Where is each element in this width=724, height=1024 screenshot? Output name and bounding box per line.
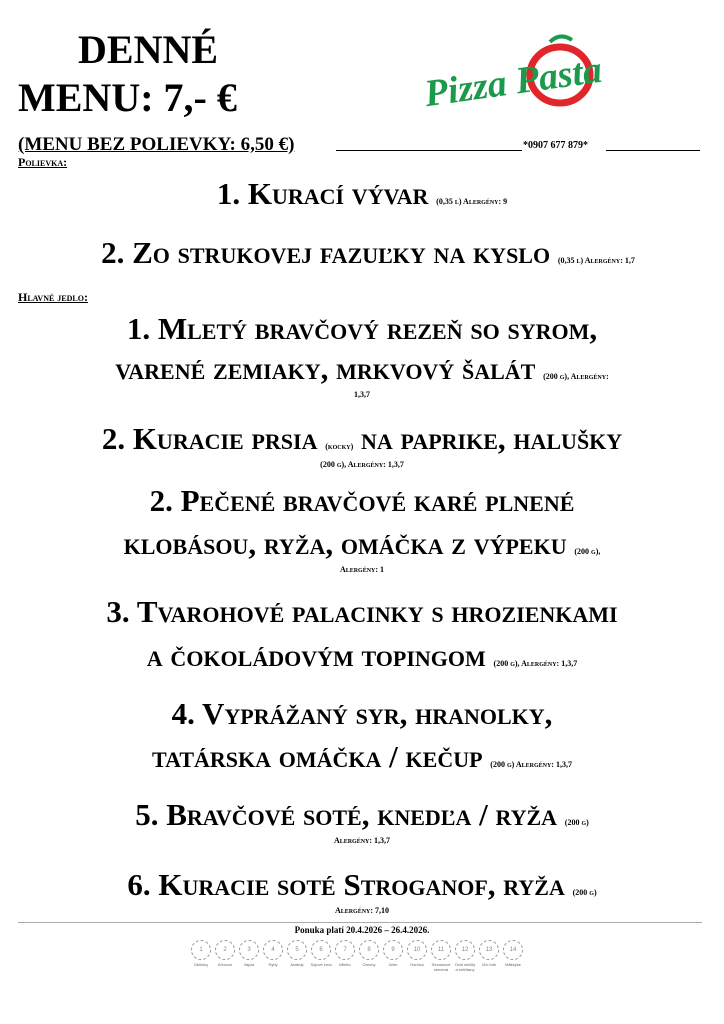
- logo-text: Pizza Pasta: [421, 48, 605, 116]
- allergen-number: 13: [479, 940, 499, 960]
- allergen-label: Sójové zrná: [310, 962, 332, 967]
- allergen-note: (200 g), Alergény: 1,3,7: [320, 460, 404, 469]
- allergen-label: Horčica: [410, 962, 424, 967]
- allergen-icon: [454, 940, 476, 972]
- soup-label: Polievka:: [18, 155, 68, 169]
- title-line1: DENNÉ: [78, 27, 219, 72]
- allergen-legend: [190, 940, 524, 972]
- main-item-line: 4. Vyprážaný syr, hranolky,: [171, 696, 553, 731]
- allergen-note: Alergény: 1: [339, 565, 385, 574]
- allergen-icon: [286, 940, 308, 972]
- validity: Ponuka platí 20.4.2026 – 26.4.2026.: [294, 925, 430, 935]
- allergen-icon: [358, 940, 380, 972]
- main-item-line: 5. Bravčové soté, knedľa / ryža (200 g): [135, 797, 589, 832]
- allergen-number: 3: [239, 940, 259, 960]
- allergen-number: 14: [503, 940, 523, 960]
- allergen-label: Sezamové semená: [431, 962, 451, 972]
- allergen-number: 9: [383, 940, 403, 960]
- subtitle: (MENU BEZ POLIEVKY: 6,50 €): [18, 134, 295, 155]
- allergen-icon: [238, 940, 260, 972]
- allergen-number: 8: [359, 940, 379, 960]
- allergen-number: 10: [407, 940, 427, 960]
- main-item-line: a čokoládovým topingom (200 g), Alergény: 1,3,7: [146, 638, 578, 673]
- allergen-number: 1: [191, 940, 211, 960]
- allergen-icon: [190, 940, 212, 972]
- allergen-icon: [214, 940, 236, 972]
- rule: [336, 150, 522, 151]
- soup-item: 2. Zo strukovej fazuľky na kyslo (0,35 l) Alergény: 1,7: [101, 235, 635, 270]
- allergen-label: Orechy: [362, 962, 376, 967]
- soup-item: 1. Kurací vývar (0,35 l) Alergény: 9: [216, 176, 508, 211]
- divider: [18, 922, 702, 923]
- allergen-icon: [478, 940, 500, 972]
- main-item-line: varené zemiaky, mrkvový šalát (200 g), Alergény:: [115, 351, 609, 386]
- allergen-number: 12: [455, 940, 475, 960]
- allergen-icon: [430, 940, 452, 972]
- phone: *0907 677 879*: [523, 140, 588, 151]
- main-item-line: 6. Kuracie soté Stroganof, ryža (200 g): [127, 867, 597, 902]
- allergen-label: Obilniny: [193, 962, 209, 967]
- allergen-note: Alergény: 1,3,7: [333, 836, 391, 845]
- allergen-number: 7: [335, 940, 355, 960]
- main-item-line: 1. Mletý bravčový rezeň so syrom,: [126, 311, 598, 346]
- allergen-note: 1,3,7: [354, 390, 370, 399]
- allergen-label: Mlieko: [339, 962, 351, 967]
- allergen-label: Ryby: [268, 962, 278, 967]
- allergen-icon: [310, 940, 332, 972]
- allergen-label: Oxid siričitý a siričitany: [454, 962, 476, 972]
- main-item-line: 2. Pečené bravčové karé plnené: [149, 483, 575, 518]
- main-item-line: 2. Kuracie prsia (kocky) na paprike, halušky: [101, 421, 623, 456]
- rule: [606, 150, 700, 151]
- allergen-number: 11: [431, 940, 451, 960]
- allergen-note: Alergény: 7,10: [334, 906, 390, 915]
- allergen-label: Vlčí bôb: [481, 962, 497, 967]
- allergen-label: Kôrovce: [217, 962, 233, 967]
- allergen-icon: [406, 940, 428, 972]
- allergen-label: Mäkkýše: [505, 962, 521, 967]
- allergen-label: Arašidy: [290, 962, 304, 967]
- allergen-icon: [382, 940, 404, 972]
- title-line2: MENU: 7,- €: [18, 75, 237, 120]
- allergen-label: Vajcia: [243, 962, 255, 967]
- main-item-line: klobásou, ryža, omáčka z výpeku (200 g),: [123, 526, 601, 561]
- allergen-label: Zeler: [388, 962, 398, 967]
- allergen-icon: [502, 940, 524, 972]
- main-item-line: tatárska omáčka / kečup (200 g) Alergény: 1,3,7: [152, 739, 572, 774]
- allergen-number: 5: [287, 940, 307, 960]
- logo: [420, 30, 700, 120]
- allergen-number: 2: [215, 940, 235, 960]
- main-item-line: 3. Tvarohové palacinky s hrozienkami: [106, 594, 618, 629]
- main-label: Hlavné jedlo:: [18, 290, 88, 304]
- allergen-number: 6: [311, 940, 331, 960]
- allergen-icon: [334, 940, 356, 972]
- allergen-number: 4: [263, 940, 283, 960]
- allergen-icon: [262, 940, 284, 972]
